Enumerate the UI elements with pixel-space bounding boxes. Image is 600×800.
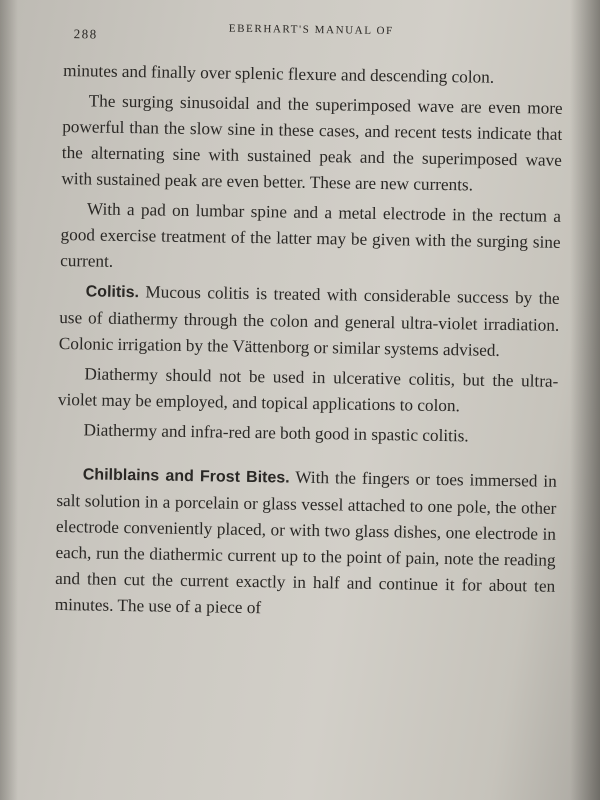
paragraph-text: With the fingers or toes immersed in salt solution in a porcelain or glass vessel attached to one pole, the other electrode conveniently placed, or with two glass dishes, one electrode in each, run the diathermic current up to the point of pain, note the reading and then cut the current exactly in half and continue it for about ten minutes. The use of a piece of: [54, 467, 557, 618]
page-gutter-shadow: [0, 0, 18, 800]
section-heading-chilblains: Chilblains and Frost Bites.: [82, 466, 290, 487]
paragraph: [61, 88, 563, 200]
page-number: 288: [73, 26, 98, 42]
paragraph-text: The surging sinusoidal and the superimposed wave are even more powerful than the slow sine in these cases, and recent tests indicate that the alternating sine with sustained peak and the superimposed wave with sustained peak are even better. These are new currents.: [61, 91, 563, 195]
running-head: [64, 18, 564, 52]
page-edge-shadow: [570, 0, 600, 800]
section-heading-colitis: Colitis.: [85, 283, 140, 302]
paragraph: [58, 361, 559, 421]
paragraph-text: With a pad on lumbar spine and a metal electrode in the rectum a good exercise treatment of the latter may be given with the surging sine current.: [60, 199, 562, 271]
paragraph-chilblains: [55, 461, 557, 626]
paragraph-continuation: [63, 58, 563, 92]
paragraph-text: Diathermy and infra-red are both good in spastic colitis.: [83, 420, 469, 446]
page-text-block: [55, 18, 564, 630]
paragraph-text: minutes and finally over splenic flexure and descending colon.: [63, 60, 495, 87]
paragraph-text: Mucous colitis is treated with considerable success by the use of diathermy through the colon and general ultra-violet irradiation. Colonic irrigation by the Vättenborg or similar systems advised.: [58, 282, 560, 360]
paragraph: [57, 417, 557, 451]
running-title: EBERHART'S MANUAL OF: [228, 22, 394, 38]
paragraph-text: Diathermy should not be used in ulcerative colitis, but the ultra-violet may be employed, and topical applications to colon.: [57, 364, 559, 416]
paragraph: [60, 196, 561, 282]
paragraph-colitis: [59, 278, 560, 365]
